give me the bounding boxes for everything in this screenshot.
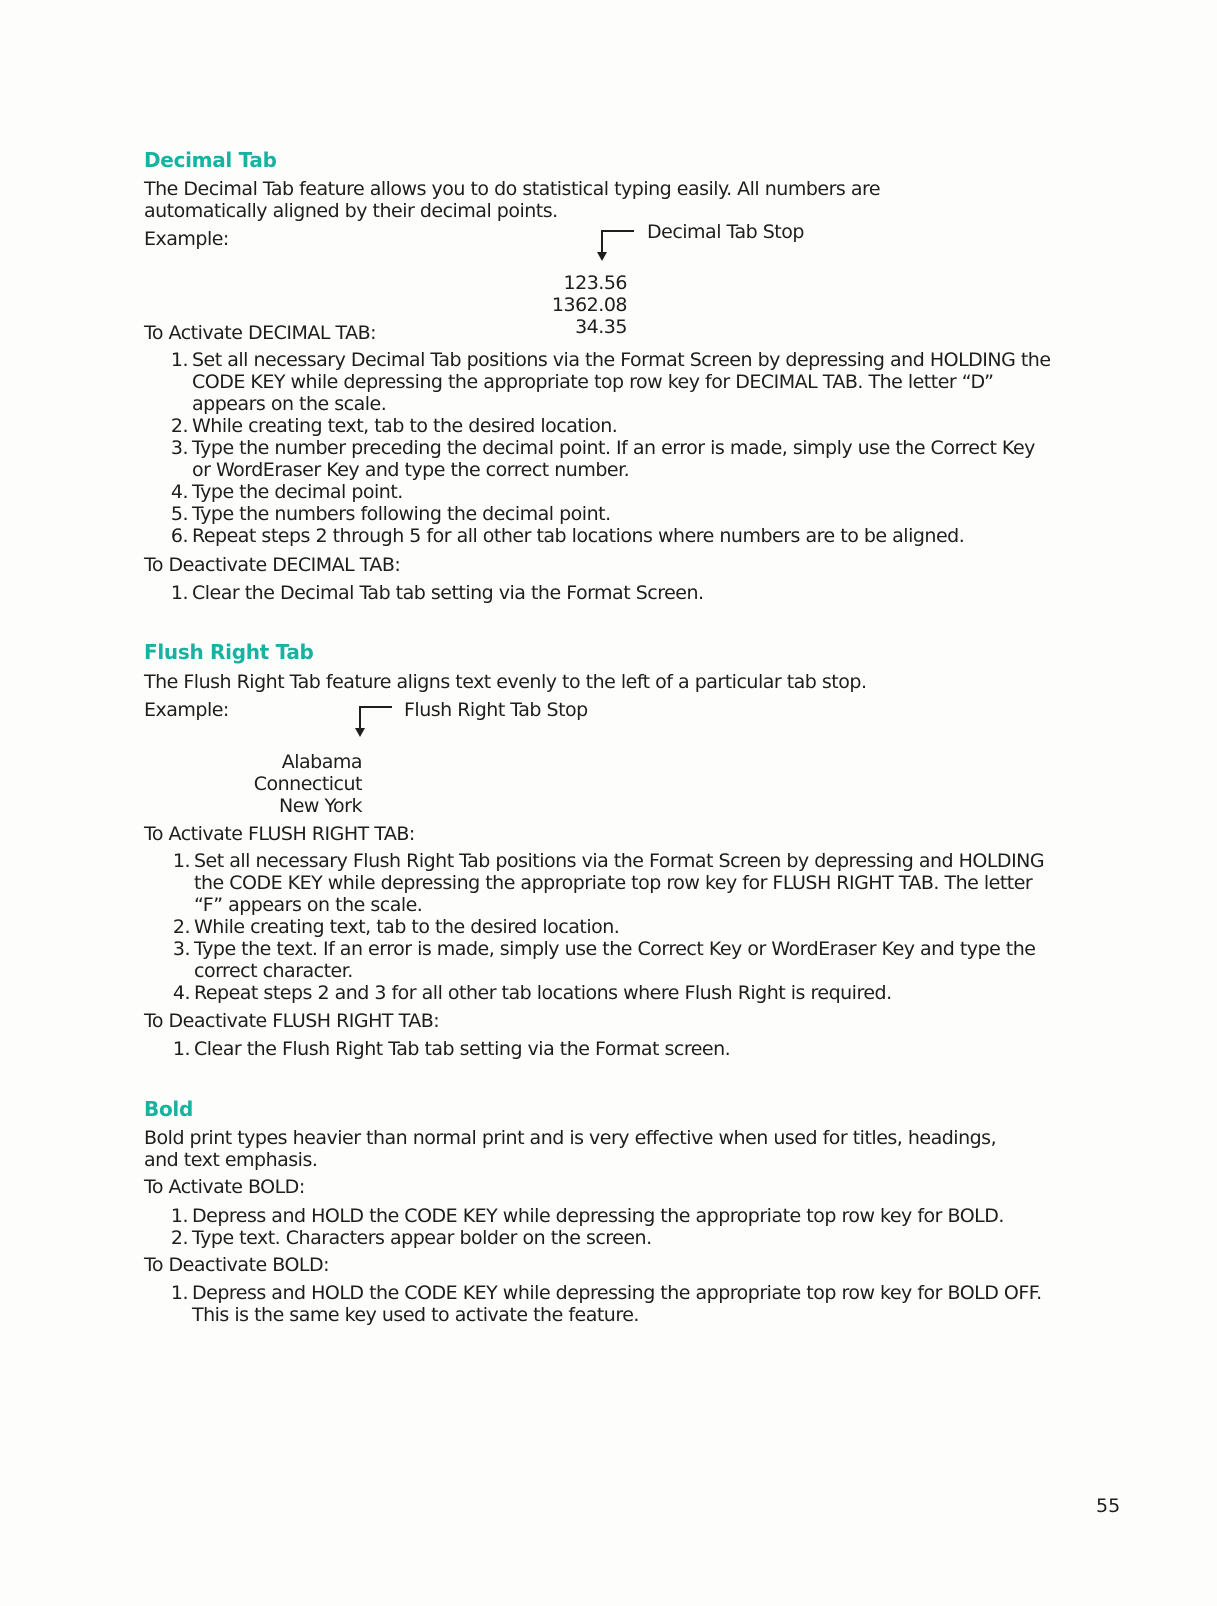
step-number: 1. (172, 1038, 190, 1060)
decimal-example-number: 1362.08 (551, 294, 627, 316)
decimal-tab-heading: Decimal Tab (144, 148, 277, 172)
decimal-tab-stop-label: Decimal Tab Stop (647, 221, 804, 243)
step-text: Type the decimal point. (192, 481, 403, 503)
step-text: Clear the Flush Right Tab tab setting via the Format screen. (194, 1038, 731, 1060)
bold-heading: Bold (144, 1097, 193, 1121)
flush-example-label: Example: (144, 699, 229, 721)
step-number: 1. (170, 1282, 188, 1304)
bold-intro-line-2: and text emphasis. (144, 1149, 318, 1171)
step-number: 6. (170, 525, 188, 547)
step-number: 5. (170, 503, 188, 525)
step-text: Set all necessary Decimal Tab positions via the Format Screen by depressing and HOLDING the CODE KEY while depressing the appropriate top row key for DECIMAL TAB. The letter “D” appears on the scale. (192, 349, 1051, 415)
step-text: Depress and HOLD the CODE KEY while depressing the appropriate top row key for BOLD. (192, 1205, 1004, 1227)
step-text: While creating text, tab to the desired location. (194, 916, 620, 938)
step-number: 2. (170, 1227, 188, 1249)
decimal-example-number: 123.56 (563, 272, 627, 294)
step-number: 3. (170, 437, 188, 459)
bold-deactivate-label: To Deactivate BOLD: (144, 1254, 330, 1276)
decimal-tab-stop-arrow-icon (590, 228, 636, 264)
decimal-example-label: Example: (144, 228, 229, 250)
flush-example-word: Alabama (281, 751, 362, 773)
flush-example-word: New York (278, 795, 362, 817)
bold-intro-line-1: Bold print types heavier than normal print and is very effective when used for titles, headings, (144, 1127, 997, 1149)
step-number: 4. (170, 481, 188, 503)
step-text: Depress and HOLD the CODE KEY while depressing the appropriate top row key for BOLD OFF. This is the same key used to activate the feature. (192, 1282, 1042, 1326)
step-number: 2. (172, 916, 190, 938)
step-text: While creating text, tab to the desired location. (192, 415, 618, 437)
step-text: Repeat steps 2 and 3 for all other tab locations where Flush Right is required. (194, 982, 892, 1004)
step-number: 1. (170, 582, 188, 604)
decimal-example-number: 34.35 (575, 316, 627, 338)
step-number: 1. (170, 1205, 188, 1227)
decimal-deactivate-label: To Deactivate DECIMAL TAB: (144, 554, 401, 576)
step-number: 2. (170, 415, 188, 437)
flush-example-word: Connecticut (253, 773, 362, 795)
decimal-activate-label: To Activate DECIMAL TAB: (144, 322, 377, 344)
flush-activate-label: To Activate FLUSH RIGHT TAB: (144, 823, 415, 845)
step-number: 4. (172, 982, 190, 1004)
page-number: 55 (1096, 1495, 1121, 1517)
step-number: 1. (172, 850, 190, 872)
step-number: 1. (170, 349, 188, 371)
flush-intro: The Flush Right Tab feature aligns text evenly to the left of a particular tab stop. (144, 671, 867, 693)
flush-tab-stop-label: Flush Right Tab Stop (404, 699, 588, 721)
flush-tab-stop-arrow-icon (350, 704, 394, 740)
step-text: Repeat steps 2 through 5 for all other tab locations where numbers are to be aligned. (192, 525, 965, 547)
step-text: Type the numbers following the decimal point. (192, 503, 611, 525)
flush-deactivate-label: To Deactivate FLUSH RIGHT TAB: (144, 1010, 440, 1032)
step-text: Clear the Decimal Tab tab setting via the Format Screen. (192, 582, 704, 604)
bold-activate-label: To Activate BOLD: (144, 1176, 305, 1198)
step-text: Type the text. If an error is made, simply use the Correct Key or WordEraser Key and type the correct character. (194, 938, 1036, 982)
step-text: Type text. Characters appear bolder on the screen. (192, 1227, 652, 1249)
step-number: 3. (172, 938, 190, 960)
decimal-intro-line-1: The Decimal Tab feature allows you to do statistical typing easily. All numbers are (144, 178, 881, 200)
step-text: Type the number preceding the decimal point. If an error is made, simply use the Correct Key or WordEraser Key and type the correct number. (192, 437, 1035, 481)
decimal-intro-line-2: automatically aligned by their decimal points. (144, 200, 558, 222)
flush-right-tab-heading: Flush Right Tab (144, 640, 314, 664)
step-text: Set all necessary Flush Right Tab positions via the Format Screen by depressing and HOLDING the CODE KEY while depressing the appropriate top row key for FLUSH RIGHT TAB. The letter “F” appears on the scale. (194, 850, 1045, 916)
